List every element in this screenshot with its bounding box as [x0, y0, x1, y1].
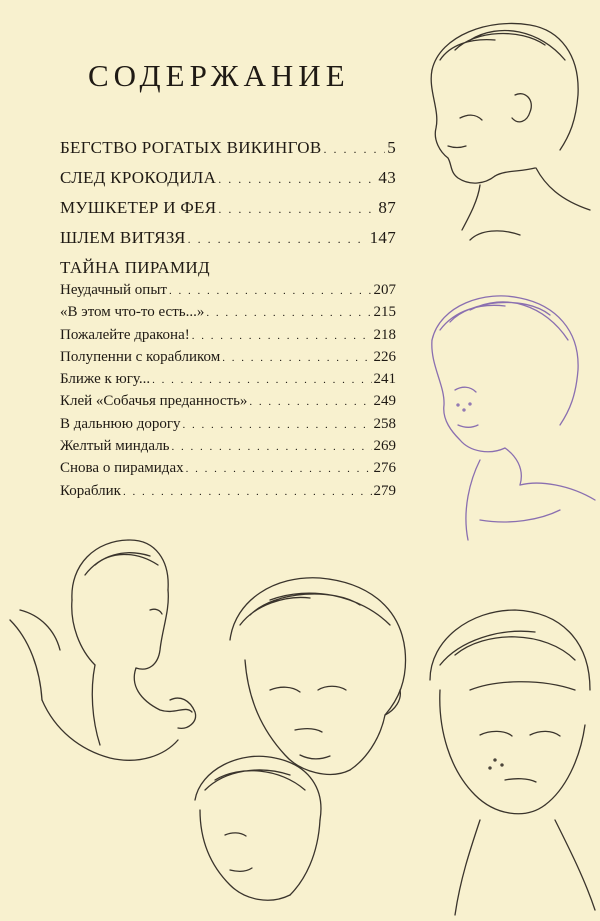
toc-part-title: ТАЙНА ПИРАМИД [60, 258, 210, 277]
toc-chapter[interactable] [60, 481, 396, 503]
toc-chapter-title: Неудачный опыт [60, 282, 167, 298]
toc-entry[interactable] [60, 198, 396, 218]
toc-chapter-title: Снова о пирамидах [60, 460, 184, 477]
toc-chapter-page: 249 [373, 393, 396, 410]
toc-entry[interactable] [60, 228, 396, 248]
toc-entry-page: 5 [387, 138, 396, 157]
toc-leader-dots [206, 303, 371, 324]
toc-leader-dots [188, 232, 368, 247]
toc-entry-title: БЕГСТВО РОГАТЫХ ВИКИНГОВ [60, 138, 322, 157]
toc-leader-dots [222, 348, 371, 369]
toc-chapter-title: Пожалейте дракона! [60, 326, 190, 343]
toc-entry[interactable] [60, 138, 396, 158]
toc-chapter[interactable] [60, 391, 396, 413]
toc-chapter[interactable] [60, 347, 396, 369]
toc-leader-dots [249, 392, 371, 413]
toc-chapter-page: 226 [373, 348, 396, 365]
toc-leader-dots [218, 202, 376, 217]
toc-leader-dots [169, 281, 372, 302]
toc-chapter[interactable] [60, 325, 396, 347]
toc-leader-dots [186, 459, 372, 480]
toc-leader-dots [123, 482, 372, 503]
toc-entry-page: 43 [378, 168, 396, 187]
toc-chapter-page: 279 [373, 482, 396, 499]
toc-chapter[interactable] [60, 280, 396, 302]
toc-chapter[interactable] [60, 302, 396, 324]
sketch-boy-curly-center [230, 578, 406, 775]
toc-chapter-page: 207 [373, 282, 396, 298]
toc-chapter[interactable] [60, 369, 396, 391]
toc-leader-dots [192, 326, 372, 347]
toc-leader-dots [324, 142, 386, 157]
toc-chapter-title: Желтый миндаль [60, 438, 170, 455]
toc-chapter-page: 258 [373, 415, 396, 432]
toc-chapter-page: 215 [373, 304, 396, 321]
toc-leader-dots [182, 415, 371, 436]
toc-chapter-title: Кораблик [60, 482, 121, 499]
toc-chapter-page: 269 [373, 438, 396, 455]
toc-chapter[interactable] [60, 458, 396, 480]
toc-leader-dots [218, 172, 376, 187]
sketch-boy-bangs [430, 610, 595, 915]
toc-chapter-title: Клей «Собачья преданность» [60, 393, 248, 410]
toc-leader-dots [172, 437, 372, 458]
toc-chapter-title: Ближе к югу... [60, 371, 151, 388]
toc-chapter[interactable] [60, 436, 396, 458]
toc-leader-dots [152, 370, 371, 391]
toc-entry-page: 87 [378, 198, 396, 217]
page-title: СОДЕРЖАНИЕ [88, 58, 350, 93]
toc-chapter-title: В дальнюю дорогу [60, 415, 181, 432]
toc-chapter-page: 218 [373, 326, 396, 343]
toc-chapter-page: 276 [373, 460, 396, 477]
toc-entry[interactable] [60, 168, 396, 188]
toc-chapter-page: 241 [373, 371, 396, 388]
toc-chapter[interactable] [60, 414, 396, 436]
toc-entry-title: ШЛЕМ ВИТЯЗЯ [60, 228, 186, 247]
sketch-kid-bottom [195, 756, 321, 900]
sketch-girl-violet [432, 296, 595, 540]
toc-chapter-title: «В этом что-то есть...» [60, 304, 205, 321]
sketch-boy-profile-top [431, 23, 590, 240]
toc-entry-page: 147 [369, 228, 396, 247]
table-of-contents [60, 138, 396, 503]
toc-entry-title: СЛЕД КРОКОДИЛА [60, 168, 217, 187]
sketch-boy-reaching [10, 540, 196, 760]
toc-chapter-title: Полупенни с корабликом [60, 348, 221, 365]
toc-entry-title: МУШКЕТЕР И ФЕЯ [60, 198, 217, 217]
